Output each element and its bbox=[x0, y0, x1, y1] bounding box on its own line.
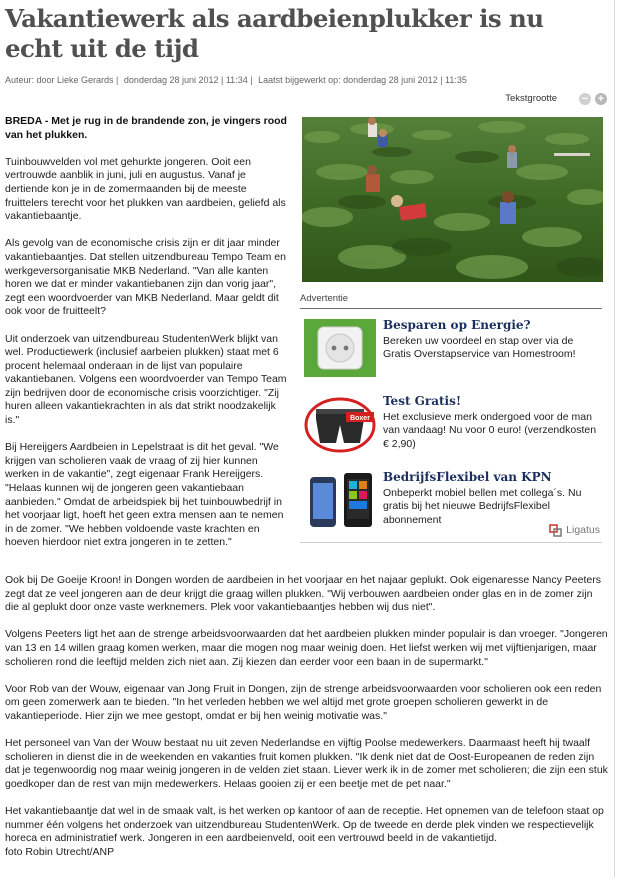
article-headline: Vakantiewerk als aardbeienplukker is nu echt uit de tijd bbox=[5, 4, 544, 63]
ad-body: Bereken uw voordeel en stap over via de Gratis Overstapservice van Homestroom! bbox=[383, 334, 576, 361]
ad-text bbox=[383, 393, 603, 452]
ligatus-logo-icon bbox=[549, 524, 562, 537]
published-date: donderdag 28 juni 2012 | 11:34 | bbox=[123, 75, 253, 85]
photo-credit: foto Robin Utrecht/ANP bbox=[5, 845, 115, 858]
ad-item-energy[interactable] bbox=[300, 317, 602, 385]
author-line: Auteur: door Lieke Gerards | bbox=[5, 75, 119, 85]
advertisement-block bbox=[300, 292, 602, 537]
boxer-badge: Boxer bbox=[350, 414, 370, 422]
paragraph: Tuinbouwvelden vol met gehurkte jongeren. Ooit een vertrouwde aanblik in juni, juli en augustus. Vanaf je dertiende kon je in de zomermaanden bij de meeste fruittelers terecht voor het plukken van aardbeien, geliefd als vakantiebaantje. bbox=[5, 155, 286, 223]
ad-title-link[interactable]: Test Gratis! bbox=[383, 393, 462, 408]
ad-body: Onbeperkt mobiel bellen met collega´s. Nu gratis bij het nieuwe BedrijfsFlexibel abonnement bbox=[383, 486, 582, 526]
text-larger-button[interactable]: + bbox=[595, 93, 607, 105]
text-size-control bbox=[505, 92, 607, 106]
ad-text bbox=[383, 469, 603, 528]
article-body-left bbox=[5, 115, 290, 564]
paragraph: Ook bij De Goeije Kroon! in Dongen worden de aardbeien in het voorjaar en het najaar geplukt. Ook eigenaresse Nancy Peeters zegt dat ze veel jongeren aan de deur krijgt die graag willen plukken. "Wij verbouwen aardbeien onder glas en in de zomer zijn die al geplukt door onze vaste werknemers. Plek voor vakantiebaantjes hebben wij dus niet". bbox=[5, 574, 601, 614]
text-size-label: Tekstgrootte bbox=[505, 93, 557, 104]
advertisement-divider bbox=[300, 542, 602, 543]
paragraph: Het personeel van Van der Wouw bestaat nu uit zeven Nederlandse en vijftig Poolse medewerkers. Daarmaast heeft hij twaalf scholieren in dienst die in de weekenden en vakanties fruit komen plukken. "Ik denk niet dat de Oost-Europeanen de reden zijn dat je tegenwoordig nog maar weinig jongeren in de velden ziet staan. Liever werk ik in de zomer met scholieren; die zijn een stuk goedkoper dan de rest van mijn medewerkers. Helaas gooien zij er een beetje met de pet naar." bbox=[5, 737, 608, 790]
paragraph: Uit onderzoek van uitzendbureau StudentenWerk blijkt van wel. Productiewerk (inclusief aarbeien plukken) staat met 6 procent helemaal onderaan in de lijst van populaire vakantiebanen. Volgens een woordvoerder van Tempo Team zijn bedrijven door de economische crisis voorzichtiger. "Zij huren alleen vakantiekrachten in als dat strikt noodzakelijk is." bbox=[5, 332, 287, 427]
article-photo[interactable] bbox=[302, 117, 603, 282]
ad-thumbnail[interactable] bbox=[304, 319, 376, 377]
ad-thumbnail[interactable] bbox=[304, 395, 376, 453]
paragraph: Bij Hereijgers Aardbeien in Lepelstraat is dit het geval. "We krijgen van scholieren vaak de vraag of zij hier kunnen werken in de vakantie", zegt eigenaar Frank Hereijgers. "Helaas kunnen wij de jongeren geen vakantiebaan aanbieden." Omdat de arbeidspiek bij het tuinbouwbedrijf in het voorjaar ligt, hoeft het geen extra mensen aan te nemen in de zomer. "We hebben voldoende vaste krachten en hoeven hierdoor niet extra jongeren in te zetten." bbox=[5, 441, 284, 549]
ad-title-link[interactable]: BedrijfsFlexibel van KPN bbox=[383, 469, 552, 484]
article-body-full bbox=[5, 574, 608, 859]
ad-thumbnail[interactable] bbox=[304, 471, 376, 529]
ad-title-link[interactable]: Besparen op Energie? bbox=[383, 317, 531, 332]
paragraph: Als gevolg van de economische crisis zijn er dit jaar minder vakantiebaantjes. Dat stellen uitzendbureau Tempo Team en werkgeversorganisatie MKB Nederland. "Van alle kanten horen we dat er minder vakantiebanen zijn dan vorig jaar", zegt een woordvoerder van MKB Nederland. Maar geldt dit ook voor de fruitteelt? bbox=[5, 237, 286, 318]
paragraph: Voor Rob van der Wouw, eigenaar van Jong Fruit in Dongen, zijn de strenge arbeidsvoorwaarden voor scholieren ook een reden om geen zomerwerk aan te bieden. "In het verleden hebben we wel altijd met grote groepen scholieren gewerkt in de vakantieperiode. Hier zijn we mee gestopt, omdat er bij hen weinig motivatie was." bbox=[5, 682, 602, 722]
paragraph: Volgens Peeters ligt het aan de strenge arbeidsvoorwaarden dat het aardbeien plukken minder populair is dan vroeger. "Jongeren van 13 en 14 willen graag komen werken, maar die mogen nog maar weinig doen. Het liefst werken wij met vijftienjarigen, maar scholieren rond die leeftijd melden zich niet aan. Zij kiezen dan eerder voor een baan in de supermarkt." bbox=[5, 628, 608, 668]
ad-item-underwear[interactable] bbox=[300, 393, 602, 461]
article-lead: BREDA - Met je rug in de brandende zon, je vingers rood van het plukken. bbox=[5, 115, 287, 141]
power-socket-icon bbox=[304, 319, 376, 377]
article-meta bbox=[5, 74, 470, 88]
closing-paragraph: Het vakantiebaantje dat wel in de smaak valt, is het werken op kantoor of aan de receptie. Het opnemen van de telefoon staat op nummer één volgens het onderzoek van uitzendbureau StudentenWerk. Op de tweede en derde plek vinden we respectievelijk horeca en administratief werk. Jongeren in een aardbeienveld, ooit een vertrouwd beeld in de vakantietijd. bbox=[5, 805, 604, 845]
updated-date: Laatst bijgewerkt op: donderdag 28 juni 2012 | 11:35 bbox=[258, 75, 467, 85]
page-edge-divider bbox=[614, 0, 615, 877]
smartphones-icon bbox=[304, 471, 376, 529]
advertisement-label: Advertentie bbox=[300, 292, 602, 309]
ligatus-link[interactable] bbox=[549, 524, 600, 538]
ligatus-label: Ligatus bbox=[566, 524, 600, 536]
ad-body: Het exclusieve merk ondergoed voor de man van vandaag! Nu voor 0 euro! (verzendkosten € 2,90) bbox=[383, 410, 597, 450]
text-smaller-button[interactable]: − bbox=[579, 93, 591, 105]
strawberry-field-photo-icon bbox=[302, 117, 603, 282]
underwear-icon bbox=[304, 395, 376, 453]
ad-text bbox=[383, 317, 603, 362]
